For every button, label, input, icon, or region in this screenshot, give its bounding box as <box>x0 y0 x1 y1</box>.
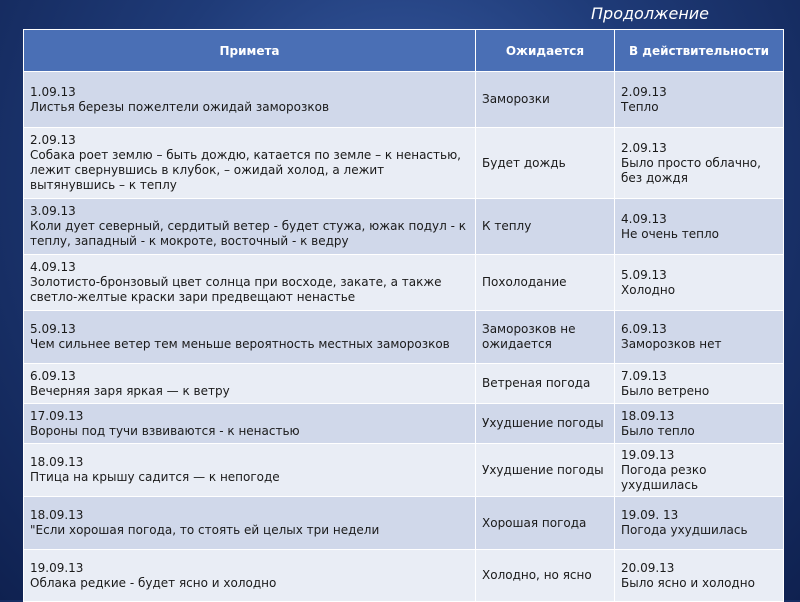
cell-actual <box>615 404 784 444</box>
sign-text: Вечерняя заря яркая — к ветру <box>30 383 230 398</box>
table-header-row <box>24 30 784 72</box>
sign-date: 17.09.13 <box>30 408 84 423</box>
actual-text: Было тепло <box>621 423 695 438</box>
cell-sign <box>24 128 476 199</box>
cell-expected: Заморозки <box>476 72 615 128</box>
table-row <box>24 364 784 404</box>
cell-sign <box>24 255 476 311</box>
cell-sign <box>24 444 476 497</box>
actual-text: Было ясно и холодно <box>621 575 755 590</box>
actual-date: 2.09.13 <box>621 140 667 155</box>
cell-actual <box>615 364 784 404</box>
sign-text: Собака роет землю – быть дождю, катается по земле – к ненастью, лежит свернувшись в клубок, – ожидай холод, а лежит вытянувшись – к теплу <box>30 148 461 192</box>
actual-date: 6.09.13 <box>621 322 667 336</box>
sign-text: "Если хорошая погода, то стоять ей целых три недели <box>30 523 380 537</box>
actual-text: Было просто облачно, без дождя <box>621 155 761 185</box>
cell-sign <box>24 497 476 550</box>
table-row <box>24 128 784 199</box>
cell-actual <box>615 311 784 364</box>
cell-expected: Хорошая погода <box>476 497 615 550</box>
cell-sign <box>24 311 476 364</box>
table-row <box>24 199 784 255</box>
cell-sign <box>24 72 476 128</box>
cell-actual <box>615 497 784 550</box>
weather-signs-table <box>23 29 784 602</box>
actual-date: 2.09.13 <box>621 84 667 99</box>
sign-date: 18.09.13 <box>30 455 84 469</box>
cell-actual <box>615 72 784 128</box>
table-row <box>24 497 784 550</box>
cell-expected: Ухудшение погоды <box>476 404 615 444</box>
actual-date: 4.09.13 <box>621 211 667 226</box>
actual-text: Тепло <box>621 99 659 114</box>
sign-date: 1.09.13 <box>30 84 76 99</box>
actual-text: Заморозков нет <box>621 337 722 351</box>
sign-text: Коли дует северный, сердитый ветер - будет стужа, южак подул - к теплу, западный - к мокроте, восточный - к ведру <box>30 219 466 248</box>
cell-expected: Будет дождь <box>476 128 615 199</box>
actual-text: Погода резко ухудшилась <box>621 462 707 492</box>
cell-actual <box>615 444 784 497</box>
header-sign: Примета <box>24 30 476 72</box>
header-actual: В действительности <box>615 30 784 72</box>
table-row <box>24 550 784 602</box>
sign-text: Золотисто-бронзовый цвет солнца при восходе, закате, а также светло-желтые краски зари предвещают ненастье <box>30 275 442 304</box>
table-row <box>24 255 784 311</box>
actual-text: Не очень тепло <box>621 226 719 241</box>
sign-date: 19.09.13 <box>30 560 84 575</box>
cell-expected: Похолодание <box>476 255 615 311</box>
table-row <box>24 311 784 364</box>
cell-actual <box>615 128 784 199</box>
sign-date: 2.09.13 <box>30 133 76 147</box>
sign-text: Облака редкие - будет ясно и холодно <box>30 575 277 590</box>
table-row <box>24 72 784 128</box>
slide-title: Продолжение <box>591 4 710 23</box>
actual-date: 5.09.13 <box>621 267 667 282</box>
actual-date: 7.09.13 <box>621 368 667 383</box>
cell-expected: Холодно, но ясно <box>476 550 615 602</box>
cell-expected: Заморозков не ожидается <box>476 311 615 364</box>
cell-sign <box>24 364 476 404</box>
sign-date: 6.09.13 <box>30 368 76 383</box>
actual-text: Холодно <box>621 282 676 297</box>
sign-text: Чем сильнее ветер тем меньше вероятность местных заморозков <box>30 337 450 351</box>
sign-text: Вороны под тучи взвиваются - к ненастью <box>30 423 300 438</box>
cell-sign <box>24 199 476 255</box>
header-expected: Ожидается <box>476 30 615 72</box>
sign-date: 4.09.13 <box>30 260 76 274</box>
cell-expected: К теплу <box>476 199 615 255</box>
table-row <box>24 404 784 444</box>
sign-text: Птица на крышу садится — к непогоде <box>30 470 280 484</box>
sign-text: Листья березы пожелтели ожидай заморозков <box>30 99 330 114</box>
sign-date: 5.09.13 <box>30 322 76 336</box>
table-row <box>24 444 784 497</box>
actual-text: Погода ухудшилась <box>621 523 748 537</box>
actual-date: 20.09.13 <box>621 560 675 575</box>
cell-sign <box>24 404 476 444</box>
cell-expected: Ухудшение погоды <box>476 444 615 497</box>
cell-actual <box>615 255 784 311</box>
sign-date: 18.09.13 <box>30 508 84 522</box>
cell-expected: Ветреная погода <box>476 364 615 404</box>
actual-date: 18.09.13 <box>621 408 675 423</box>
cell-sign <box>24 550 476 602</box>
actual-date: 19.09.13 <box>621 447 675 462</box>
cell-actual <box>615 550 784 602</box>
actual-date: 19.09. 13 <box>621 508 679 522</box>
cell-actual <box>615 199 784 255</box>
sign-date: 3.09.13 <box>30 204 76 218</box>
actual-text: Было ветрено <box>621 383 710 398</box>
